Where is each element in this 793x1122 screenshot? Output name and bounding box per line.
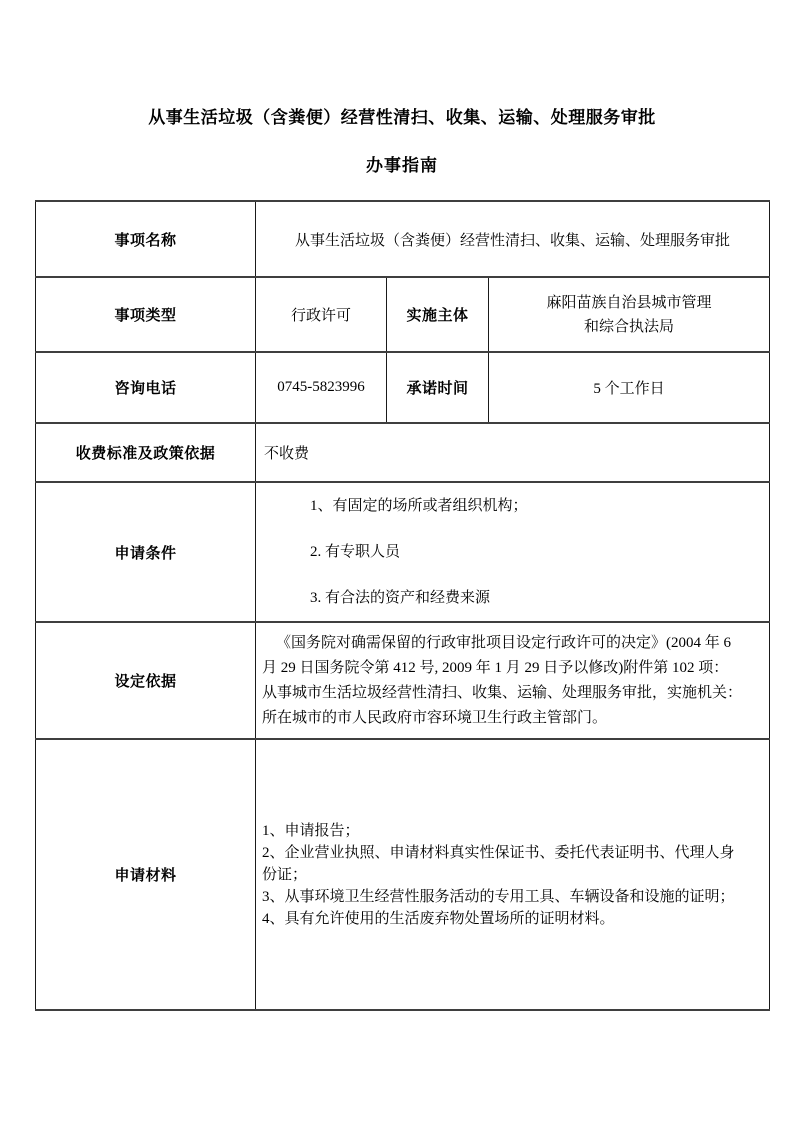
service-guide-table	[35, 200, 770, 1011]
row-fee	[36, 423, 770, 482]
materials-line-1: 1、申请报告；	[262, 822, 360, 839]
basis-value	[256, 622, 770, 739]
materials-label: 申请材料	[36, 739, 256, 1010]
basis-paragraph	[256, 631, 769, 731]
title-block	[35, 0, 769, 176]
item-name-label: 事项名称	[36, 201, 256, 277]
phone-label: 咨询电话	[36, 352, 256, 423]
basis-line-4: 所在城市的市人民政府市容环境卫生行政主管部门。	[262, 709, 608, 726]
phone-value: 0745-5823996	[256, 352, 387, 423]
implementing-body-line1: 麻阳苗族自治县城市管理	[546, 294, 712, 311]
row-phone	[36, 352, 770, 423]
conditions-label: 申请条件	[36, 482, 256, 622]
materials-line-4: 3、从事环境卫生经营性服务活动的专用工具、车辆设备和设施的证明；	[262, 888, 735, 905]
document-title-line1: 从事生活垃圾（含粪便）经营性清扫、收集、运输、处理服务审批	[148, 108, 656, 127]
row-item-type	[36, 277, 770, 352]
row-item-name	[36, 201, 770, 277]
fee-value: 不收费	[256, 423, 770, 482]
condition-item-2: 2. 有专职人员	[310, 544, 401, 560]
basis-line-2: 月 29 日国务院令第 412 号, 2009 年 1 月 29 日予以修改)附件第 102 项：	[262, 659, 729, 676]
implementing-body-line2: 和综合执法局	[584, 318, 675, 335]
row-materials	[36, 739, 770, 1010]
condition-item-3: 3. 有合法的资产和经费来源	[310, 590, 491, 606]
condition-item-1: 1、有固定的场所或者组织机构；	[310, 498, 528, 514]
promise-time-value: 5 个工作日	[489, 352, 770, 423]
basis-label: 设定依据	[36, 622, 256, 739]
fee-label: 收费标准及政策依据	[36, 423, 256, 482]
basis-line-3: 从事城市生活垃圾经营性清扫、收集、运输、处理服务审批，实施机关：	[262, 684, 743, 701]
materials-line-2: 2、企业营业执照、申请材料真实性保证书、委托代表证明书、代理人身	[262, 844, 735, 861]
materials-paragraph	[256, 820, 769, 930]
document-title-line2: 办事指南	[366, 156, 438, 175]
item-name-value: 从事生活垃圾（含粪便）经营性清扫、收集、运输、处理服务审批	[256, 201, 770, 277]
materials-value	[256, 739, 770, 1010]
row-basis	[36, 622, 770, 739]
item-type-value: 行政许可	[256, 277, 387, 352]
implementing-body-label: 实施主体	[387, 277, 489, 352]
materials-line-3: 份证；	[262, 866, 308, 883]
basis-line-1: 《国务院对确需保留的行政审批项目设定行政许可的决定》(2004 年 6	[276, 634, 731, 651]
promise-time-label: 承诺时间	[387, 352, 489, 423]
item-type-label: 事项类型	[36, 277, 256, 352]
row-conditions	[36, 482, 770, 622]
conditions-value	[256, 482, 770, 622]
implementing-body-value	[489, 277, 770, 352]
materials-line-5: 4、具有允许使用的生活废弃物处置场所的证明材料。	[262, 910, 615, 927]
